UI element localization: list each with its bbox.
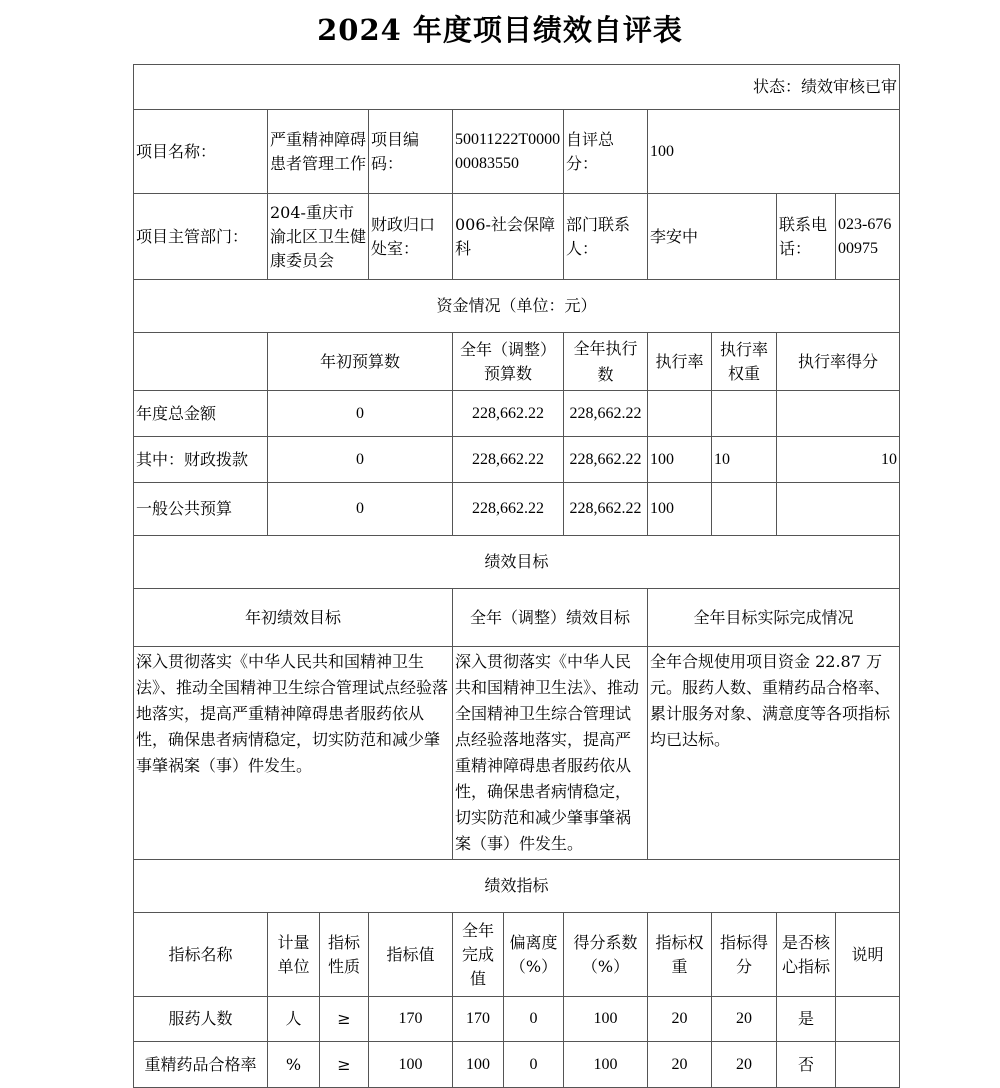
score-total-label: 自评总分： (564, 110, 648, 194)
goals-header-actual: 全年目标实际完成情况 (648, 589, 900, 647)
funds-row-score (777, 483, 900, 536)
funds-header-executed: 全年执行数 (564, 333, 648, 391)
ind-header-deviation: 偏离度（%） (504, 913, 564, 997)
contact-person-value: 李安中 (648, 194, 777, 280)
goals-content-row (134, 647, 900, 860)
funds-row-adjusted: 228,662.22 (453, 437, 564, 483)
goals-actual-text: 全年合规使用项目资金 22.87 万元。服药人数、重精药品合格率、累计服务对象、满意度等各项指标均已达标。 (648, 647, 900, 860)
goals-adjusted-text: 深入贯彻落实《中华人民共和国精神卫生法》、推动全国精神卫生综合管理试点经验落地落实，提高严重精神障碍患者服药依从性，确保患者病情稳定，切实防范和减少肇事肇祸案（事）件发生。 (453, 647, 648, 860)
project-name-value: 严重精神障碍患者管理工作 (268, 110, 369, 194)
funds-header-score: 执行率得分 (777, 333, 900, 391)
contact-person-label: 部门联系人： (564, 194, 648, 280)
ind-header-target: 指标值 (369, 913, 453, 997)
funds-row-rate: 100 (648, 483, 712, 536)
ind-unit: % (268, 1042, 320, 1088)
funds-row-adjusted: 228,662.22 (453, 391, 564, 437)
funds-row-name: 年度总金额 (134, 391, 268, 437)
ind-score: 20 (712, 997, 777, 1042)
funds-row-rate: 100 (648, 437, 712, 483)
funds-row (134, 437, 900, 483)
funds-row-weight: 10 (712, 437, 777, 483)
funds-row (134, 483, 900, 536)
funds-row-score (777, 391, 900, 437)
goals-header-initial: 年初绩效目标 (134, 589, 453, 647)
indicators-section-row (134, 860, 900, 913)
finance-office-label: 财政归口处室： (369, 194, 453, 280)
goals-section-title: 绩效目标 (134, 536, 900, 589)
ind-header-score: 指标得分 (712, 913, 777, 997)
funds-row-name: 一般公共预算 (134, 483, 268, 536)
ind-header-name: 指标名称 (134, 913, 268, 997)
ind-header-nature: 指标性质 (320, 913, 369, 997)
ind-header-note: 说明 (836, 913, 900, 997)
funds-row (134, 391, 900, 437)
ind-unit: 人 (268, 997, 320, 1042)
department-label: 项目主管部门： (134, 194, 268, 280)
ind-coef: 100 (564, 997, 648, 1042)
funds-row-name: 其中：财政拨款 (134, 437, 268, 483)
funds-row-executed: 228,662.22 (564, 483, 648, 536)
goals-initial-text: 深入贯彻落实《中华人民共和国精神卫生法》、推动全国精神卫生综合管理试点经验落地落实，提高严重精神障碍患者服药依从性，确保患者病情稳定，切实防范和减少肇事肇祸案（事）件发生。 (134, 647, 453, 860)
funds-row-initial: 0 (268, 391, 453, 437)
funds-header-initial: 年初预算数 (268, 333, 453, 391)
ind-nature: ≥ (320, 1042, 369, 1088)
project-code-label: 项目编码： (369, 110, 453, 194)
ind-deviation: 0 (504, 1042, 564, 1088)
goals-header-adjusted: 全年（调整）绩效目标 (453, 589, 648, 647)
ind-actual: 170 (453, 997, 504, 1042)
page-title: 2024 年度项目绩效自评表 (317, 13, 683, 47)
ind-name: 重精药品合格率 (134, 1042, 268, 1088)
ind-header-coef: 得分系数（%） (564, 913, 648, 997)
evaluation-table (133, 64, 900, 1088)
indicator-row (134, 1042, 900, 1088)
ind-core: 否 (777, 1042, 836, 1088)
department-row (134, 194, 900, 280)
project-code-value: 50011222T000000083550 (453, 110, 564, 194)
ind-header-actual: 全年完成值 (453, 913, 504, 997)
ind-name: 服药人数 (134, 997, 268, 1042)
goals-section-row (134, 536, 900, 589)
indicators-header-row (134, 913, 900, 997)
ind-core: 是 (777, 997, 836, 1042)
funds-row-weight (712, 483, 777, 536)
funds-row-executed: 228,662.22 (564, 391, 648, 437)
ind-weight: 20 (648, 1042, 712, 1088)
ind-note (836, 1042, 900, 1088)
funds-row-weight (712, 391, 777, 437)
ind-nature: ≥ (320, 997, 369, 1042)
funds-header-rate: 执行率 (648, 333, 712, 391)
indicator-row (134, 997, 900, 1042)
ind-note (836, 997, 900, 1042)
indicators-section-title: 绩效指标 (134, 860, 900, 913)
funds-section-title: 资金情况（单位：元） (134, 280, 900, 333)
ind-header-core: 是否核心指标 (777, 913, 836, 997)
funds-row-score: 10 (777, 437, 900, 483)
ind-weight: 20 (648, 997, 712, 1042)
funds-header-blank (134, 333, 268, 391)
funds-row-initial: 0 (268, 483, 453, 536)
status-text: 状态：绩效审核已审 (134, 65, 900, 110)
funds-row-adjusted: 228,662.22 (453, 483, 564, 536)
funds-header-row (134, 333, 900, 391)
department-value: 204-重庆市渝北区卫生健康委员会 (268, 194, 369, 280)
ind-score: 20 (712, 1042, 777, 1088)
funds-row-initial: 0 (268, 437, 453, 483)
funds-row-rate (648, 391, 712, 437)
project-name-row (134, 110, 900, 194)
phone-value: 023-67600975 (836, 194, 900, 280)
funds-section-row (134, 280, 900, 333)
funds-row-executed: 228,662.22 (564, 437, 648, 483)
phone-label: 联系电话： (777, 194, 836, 280)
project-name-label: 项目名称： (134, 110, 268, 194)
status-row (134, 65, 900, 110)
ind-header-weight: 指标权重 (648, 913, 712, 997)
finance-office-value: 006-社会保障科 (453, 194, 564, 280)
ind-deviation: 0 (504, 997, 564, 1042)
funds-header-weight: 执行率权重 (712, 333, 777, 391)
ind-header-unit: 计量单位 (268, 913, 320, 997)
goals-header-row (134, 589, 900, 647)
ind-actual: 100 (453, 1042, 504, 1088)
ind-target: 170 (369, 997, 453, 1042)
ind-coef: 100 (564, 1042, 648, 1088)
ind-target: 100 (369, 1042, 453, 1088)
funds-header-adjusted: 全年（调整）预算数 (453, 333, 564, 391)
score-total-value: 100 (648, 110, 900, 194)
